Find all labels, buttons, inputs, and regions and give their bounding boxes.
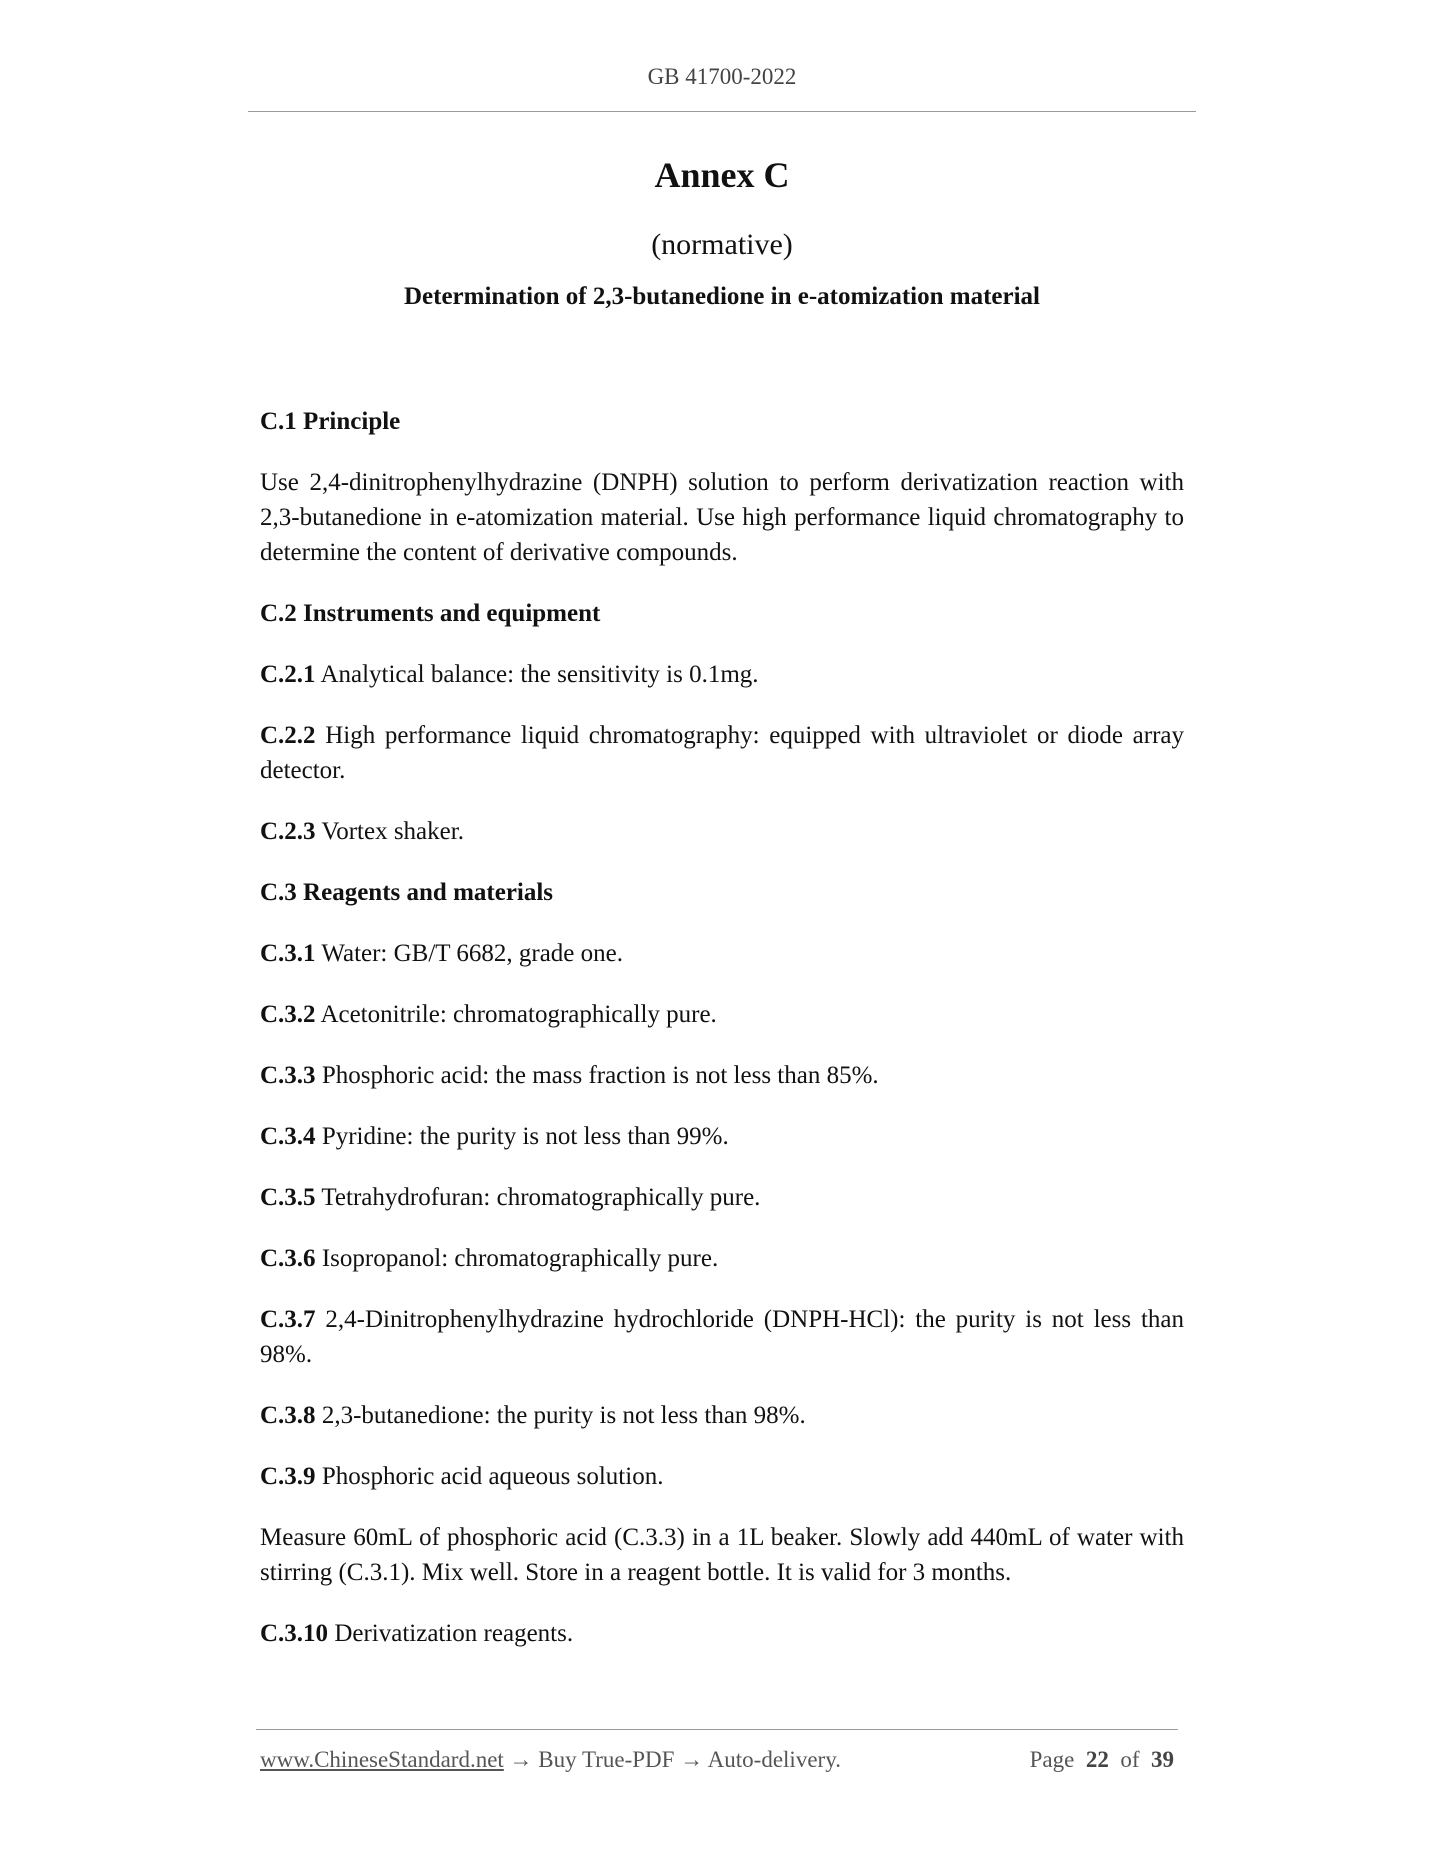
clause-number: C.3.1 bbox=[260, 940, 316, 967]
clause-number: C.3.8 bbox=[260, 1402, 316, 1429]
clause-text: 2,3-butanedione: the purity is not less than 98%. bbox=[321, 1402, 806, 1429]
clause-c3-4 bbox=[260, 1119, 1184, 1154]
clause-number: C.3.7 bbox=[260, 1306, 316, 1333]
clause-number: C.3.10 bbox=[260, 1620, 329, 1647]
footer-divider bbox=[256, 1729, 1178, 1730]
clause-text: Pyridine: the purity is not less than 99%. bbox=[321, 1123, 729, 1150]
auto-delivery-text: Auto-delivery. bbox=[707, 1747, 841, 1772]
section-heading-c2: C.2 Instruments and equipment bbox=[260, 600, 601, 627]
clause-number: C.3.2 bbox=[260, 1001, 316, 1028]
arrow-right-icon: → bbox=[509, 1747, 533, 1772]
website-link[interactable]: www.ChineseStandard.net bbox=[260, 1747, 504, 1772]
clause-text: Derivatization reagents. bbox=[334, 1620, 574, 1647]
clause-number: C.2.1 bbox=[260, 661, 316, 688]
clause-text: High performance liquid chromatography: equipped with ultraviolet or diode array detector. bbox=[260, 722, 1185, 784]
section-text-c1: Use 2,4-dinitrophenylhydrazine (DNPH) solution to perform derivatization reaction with 2,3-butanedione in e-atomization material. Use high performance liquid chromatography to determine the content of derivative compounds. bbox=[260, 469, 1184, 566]
document-body bbox=[260, 404, 1184, 1677]
clause-c3-9-body: Measure 60mL of phosphoric acid (C.3.3) in a 1L beaker. Slowly add 440mL of water with stirring (C.3.1). Mix well. Store in a reagent bottle. It is valid for 3 months. bbox=[260, 1524, 1184, 1586]
current-page: 22 bbox=[1085, 1747, 1109, 1772]
total-pages: 39 bbox=[1151, 1747, 1174, 1772]
annex-title: Annex C bbox=[654, 155, 790, 195]
section-heading-c1: C.1 Principle bbox=[260, 408, 401, 435]
clause-text: Acetonitrile: chromatographically pure. bbox=[320, 1001, 717, 1028]
footer-promo bbox=[260, 1747, 841, 1773]
buy-pdf-text: Buy True-PDF bbox=[538, 1747, 675, 1772]
clause-number: C.3.5 bbox=[260, 1184, 316, 1211]
arrow-right-icon: → bbox=[680, 1747, 704, 1772]
clause-text: Phosphoric acid aqueous solution. bbox=[321, 1463, 664, 1490]
annex-heading: Determination of 2,3-butanedione in e-atomization material bbox=[403, 283, 1041, 310]
clause-c3-7 bbox=[260, 1302, 1184, 1372]
clause-text: Analytical balance: the sensitivity is 0.1mg. bbox=[320, 661, 759, 688]
clause-c3-8 bbox=[260, 1398, 1184, 1433]
clause-number: C.2.3 bbox=[260, 818, 316, 845]
clause-c3-3 bbox=[260, 1058, 1184, 1093]
section-heading-c3: C.3 Reagents and materials bbox=[260, 879, 554, 906]
page-label: Page bbox=[1029, 1747, 1075, 1772]
of-label: of bbox=[1120, 1747, 1140, 1772]
document-id-header: GB 41700-2022 bbox=[647, 64, 797, 89]
clause-number: C.3.3 bbox=[260, 1062, 316, 1089]
clause-c2-3 bbox=[260, 814, 1184, 849]
clause-c3-2 bbox=[260, 997, 1184, 1032]
header-divider bbox=[248, 111, 1196, 112]
clause-c3-6 bbox=[260, 1241, 1184, 1276]
clause-c2-1 bbox=[260, 657, 1184, 692]
clause-text: Vortex shaker. bbox=[321, 818, 464, 845]
clause-c2-2 bbox=[260, 718, 1184, 788]
clause-text: Water: GB/T 6682, grade one. bbox=[321, 940, 623, 967]
clause-number: C.3.9 bbox=[260, 1463, 316, 1490]
clause-text: Isopropanol: chromatographically pure. bbox=[321, 1245, 719, 1272]
clause-text: Tetrahydrofuran: chromatographically pure. bbox=[321, 1184, 761, 1211]
clause-c3-10 bbox=[260, 1616, 1184, 1651]
clause-text: Phosphoric acid: the mass fraction is not less than 85%. bbox=[321, 1062, 879, 1089]
annex-type: (normative) bbox=[651, 228, 793, 261]
clause-c3-1 bbox=[260, 936, 1184, 971]
clause-text: 2,4-Dinitrophenylhydrazine hydrochloride (DNPH-HCl): the purity is not less than 98%. bbox=[260, 1306, 1184, 1368]
clause-number: C.3.6 bbox=[260, 1245, 316, 1272]
clause-c3-9 bbox=[260, 1459, 1184, 1494]
page-number bbox=[1030, 1747, 1174, 1773]
clause-c3-5 bbox=[260, 1180, 1184, 1215]
clause-number: C.2.2 bbox=[260, 722, 316, 749]
clause-number: C.3.4 bbox=[260, 1123, 316, 1150]
